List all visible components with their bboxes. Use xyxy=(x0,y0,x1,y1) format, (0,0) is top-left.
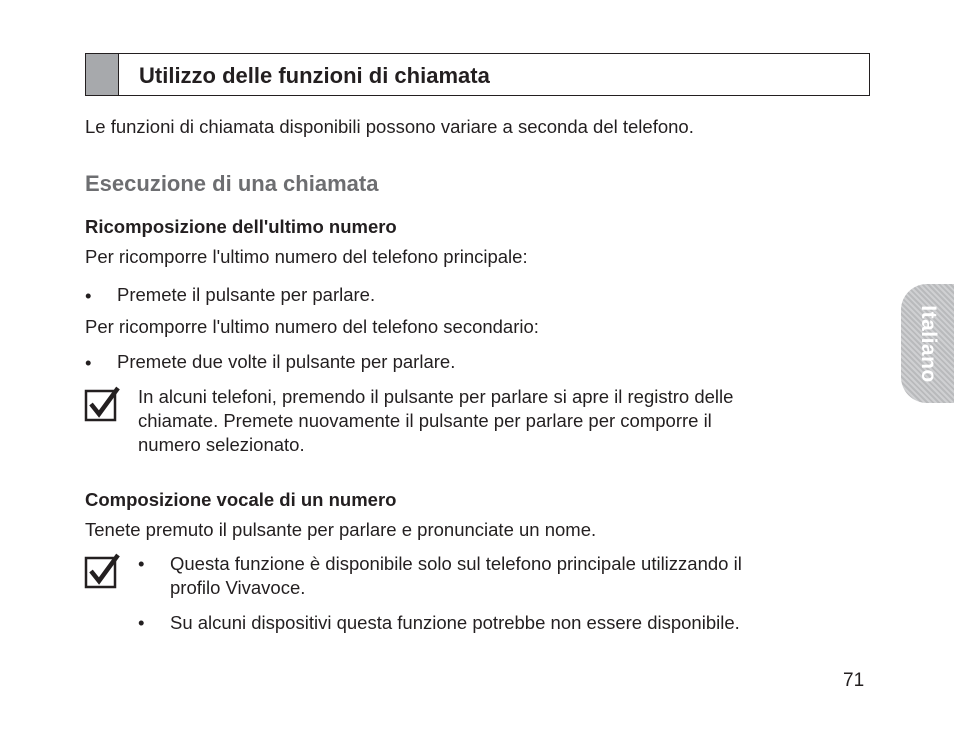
redial-primary-bullet-mark: • xyxy=(85,285,92,306)
language-side-tab-label: Italiano xyxy=(916,304,940,383)
section-header xyxy=(85,53,870,96)
voice-note-bullet-2-line-1: Su alcuni dispositivi questa funzione potrebbe non essere disponibile. xyxy=(170,612,740,633)
voice-note-bullet-1 xyxy=(170,552,742,600)
subsection-title: Esecuzione di una chiamata xyxy=(85,171,379,196)
checkbox-check-icon xyxy=(84,386,120,422)
voice-note-bullet-1-line-1: Questa funzione è disponibile solo sul telefono principale utilizzando il xyxy=(170,553,742,574)
language-side-tab xyxy=(901,284,954,403)
voice-note-bullet-mark-2: • xyxy=(138,612,145,633)
redial-primary-text: Per ricomporre l'ultimo numero del telefono principale: xyxy=(85,246,528,267)
redial-secondary-bullet-mark: • xyxy=(85,352,92,373)
page-number: 71 xyxy=(843,670,865,691)
redial-note-line-3: numero selezionato. xyxy=(138,434,305,455)
voice-dial-heading: Composizione vocale di un numero xyxy=(85,489,397,510)
redial-note-line-2: chiamate. Premete nuovamente il pulsante per parlare per comporre il xyxy=(138,410,712,431)
intro-text: Le funzioni di chiamata disponibili possono variare a seconda del telefono. xyxy=(85,116,694,137)
voice-dial-text: Tenete premuto il pulsante per parlare e pronunciate un nome. xyxy=(85,519,597,540)
voice-note-bullet-1-line-2: profilo Vivavoce. xyxy=(170,577,306,598)
voice-note-bullet-mark-1: • xyxy=(138,553,145,574)
section-header-marker xyxy=(86,54,119,95)
voice-note-bullet-2 xyxy=(170,611,740,635)
redial-secondary-text: Per ricomporre l'ultimo numero del telefono secondario: xyxy=(85,316,539,337)
section-title: Utilizzo delle funzioni di chiamata xyxy=(139,63,490,88)
redial-secondary-bullet: Premete due volte il pulsante per parlare. xyxy=(117,351,456,372)
redial-primary-bullet: Premete il pulsante per parlare. xyxy=(117,284,376,305)
checkbox-check-icon xyxy=(84,553,120,589)
redial-note-line-1: In alcuni telefoni, premendo il pulsante per parlare si apre il registro delle xyxy=(138,386,734,407)
redial-note xyxy=(138,385,733,457)
redial-heading: Ricomposizione dell'ultimo numero xyxy=(85,216,397,237)
